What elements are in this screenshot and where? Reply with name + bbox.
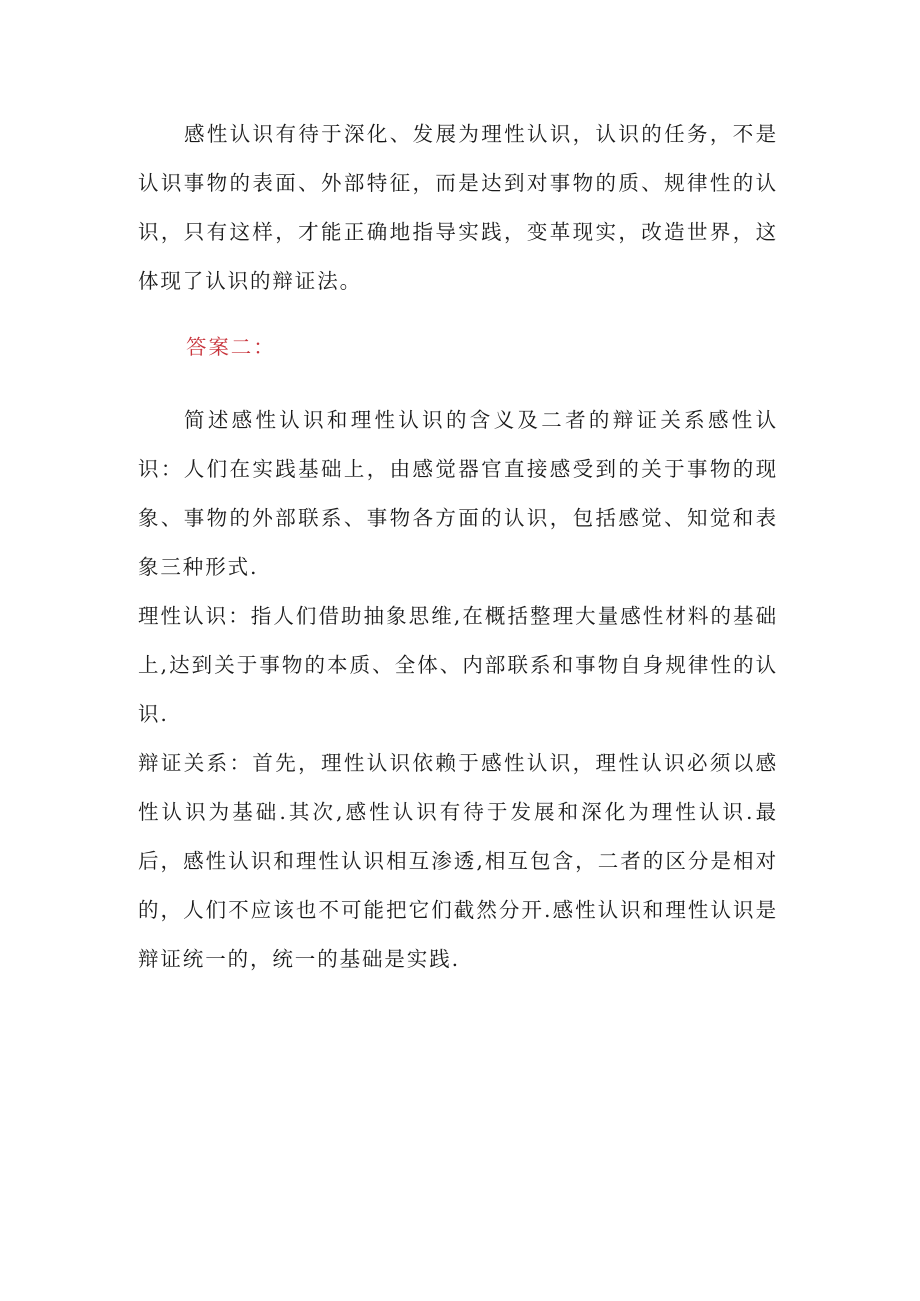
paragraph-dialectical-relation: 辩证关系：首先，理性认识依赖于感性认识，理性认识必须以感性认识为基础.其次,感性认识有待于发展和深化为理性认识.最后，感性认识和理性认识相互渗透,相互包含，二者的区分是相对的，人们不应该也不可能把它们截然分开.感性认识和理性认识是辩证统一的，统一的基础是实践.: [138, 751, 778, 971]
paragraph-rational-definition: 理性认识：指人们借助抽象思维,在概括整理大量感性材料的基础上,达到关于事物的本质、全体、内部联系和事物自身规律性的认识.: [138, 604, 778, 726]
paragraph-perceptual-to-rational: 感性认识有待于深化、发展为理性认识，认识的任务，不是认识事物的表面、外部特征，而是达到对事物的质、规律性的认识，只有这样，才能正确地指导实践，变革现实，改造世界，这体现了认识的辩证法。: [138, 122, 778, 293]
document-page: [138, 110, 778, 984]
paragraph-definitions: 简述感性认识和理性认识的含义及二者的辩证关系感性认识：人们在实践基础上，由感觉器官直接感受到的关于事物的现象、事物的外部联系、事物各方面的认识，包括感觉、知觉和表象三种形式.: [138, 408, 778, 579]
answer-two-heading: 答案二：: [186, 335, 276, 359]
